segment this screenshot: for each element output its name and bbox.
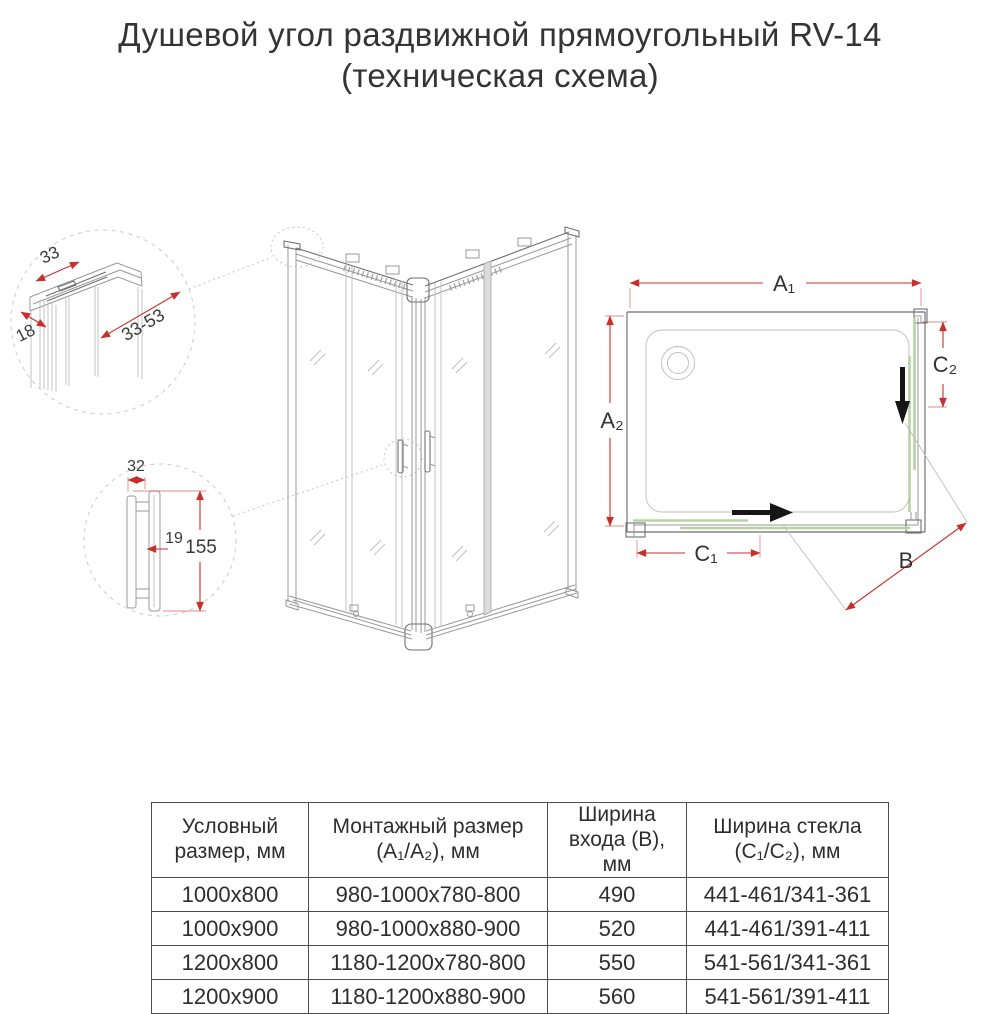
corner-bracket-bottom-right	[906, 520, 921, 533]
profile-range-dimension: 33-53	[118, 304, 168, 345]
shower-enclosure-3d	[271, 227, 579, 650]
shower-tray	[646, 330, 909, 512]
dim-label-b: B	[898, 548, 914, 573]
title-line-1: Душевой угол раздвижной прямоугольный RV-14	[118, 16, 882, 53]
table-header-row	[152, 803, 889, 878]
door-handle-left	[398, 440, 408, 473]
cell-glass-width: 541-561/391-411	[687, 980, 889, 1014]
cell-mounting-size: 1180-1200x880-900	[309, 980, 548, 1014]
slide-direction-arrow-down	[895, 367, 910, 424]
handle-width-dimension: 32	[127, 458, 145, 475]
handle-drawing	[127, 491, 160, 611]
cell-mounting-size: 980-1000x880-900	[309, 912, 548, 946]
profile-callout-ring	[271, 227, 323, 267]
handle-detail-callout	[84, 458, 385, 616]
profile-depth-dimension: 18	[12, 320, 39, 346]
cell-entry-width: 550	[548, 946, 687, 980]
profile-detail-callout	[11, 230, 272, 414]
handle-width-extension	[128, 477, 145, 492]
cell-nominal-size: 1000x800	[152, 878, 309, 912]
cell-entry-width: 490	[548, 878, 687, 912]
dim-label-c1: C₁	[694, 541, 718, 566]
cell-entry-width: 520	[548, 912, 687, 946]
cell-glass-width: 541-561/341-361	[687, 946, 889, 980]
drain-icon	[662, 347, 695, 380]
dim-label-c2: C₂	[932, 352, 958, 377]
title-line-2: (техническая схема)	[341, 57, 659, 94]
dim-label-a1: A₁	[772, 271, 796, 296]
cell-glass-width: 441-461/391-411	[687, 912, 889, 946]
cell-nominal-size: 1000x900	[152, 912, 309, 946]
cell-glass-width: 441-461/341-361	[687, 878, 889, 912]
profile-width-dimension-line	[36, 262, 79, 281]
header-nominal-size: Условный размер, мм	[152, 803, 309, 878]
cell-nominal-size: 1200x900	[152, 980, 309, 1014]
table-row	[152, 980, 889, 1014]
drain-icon-inner	[668, 353, 689, 374]
door-handle-right	[425, 431, 435, 472]
cell-mounting-size: 1180-1200x780-800	[309, 946, 548, 980]
dim-label-a2: A₂	[600, 408, 624, 433]
callout-leader-line	[233, 464, 385, 516]
handle-height-dimension: 155	[185, 537, 217, 558]
header-mounting-size: Монтажный размер (A₁/A₂), мм	[309, 803, 548, 878]
glass-divider	[484, 261, 491, 615]
table-row	[152, 946, 889, 980]
table-row	[152, 878, 889, 912]
header-entry-width: Ширина входа (B), мм	[548, 803, 687, 878]
table-row	[152, 912, 889, 946]
cell-mounting-size: 980-1000x780-800	[309, 878, 548, 912]
slide-direction-arrow-right	[732, 503, 793, 522]
entrance-extension-lines	[783, 423, 967, 610]
cell-nominal-size: 1200x800	[152, 946, 309, 980]
profile-width-dimension: 33	[37, 242, 63, 268]
callout-leader-line	[189, 257, 272, 289]
header-glass-width: Ширина стекла (C₁/C₂), мм	[687, 803, 889, 878]
handle-gap-dimension: 19	[165, 530, 183, 547]
size-spec-table	[151, 802, 889, 1014]
plan-view	[600, 271, 967, 610]
rail-hatching	[450, 269, 502, 288]
cell-entry-width: 560	[548, 980, 687, 1014]
